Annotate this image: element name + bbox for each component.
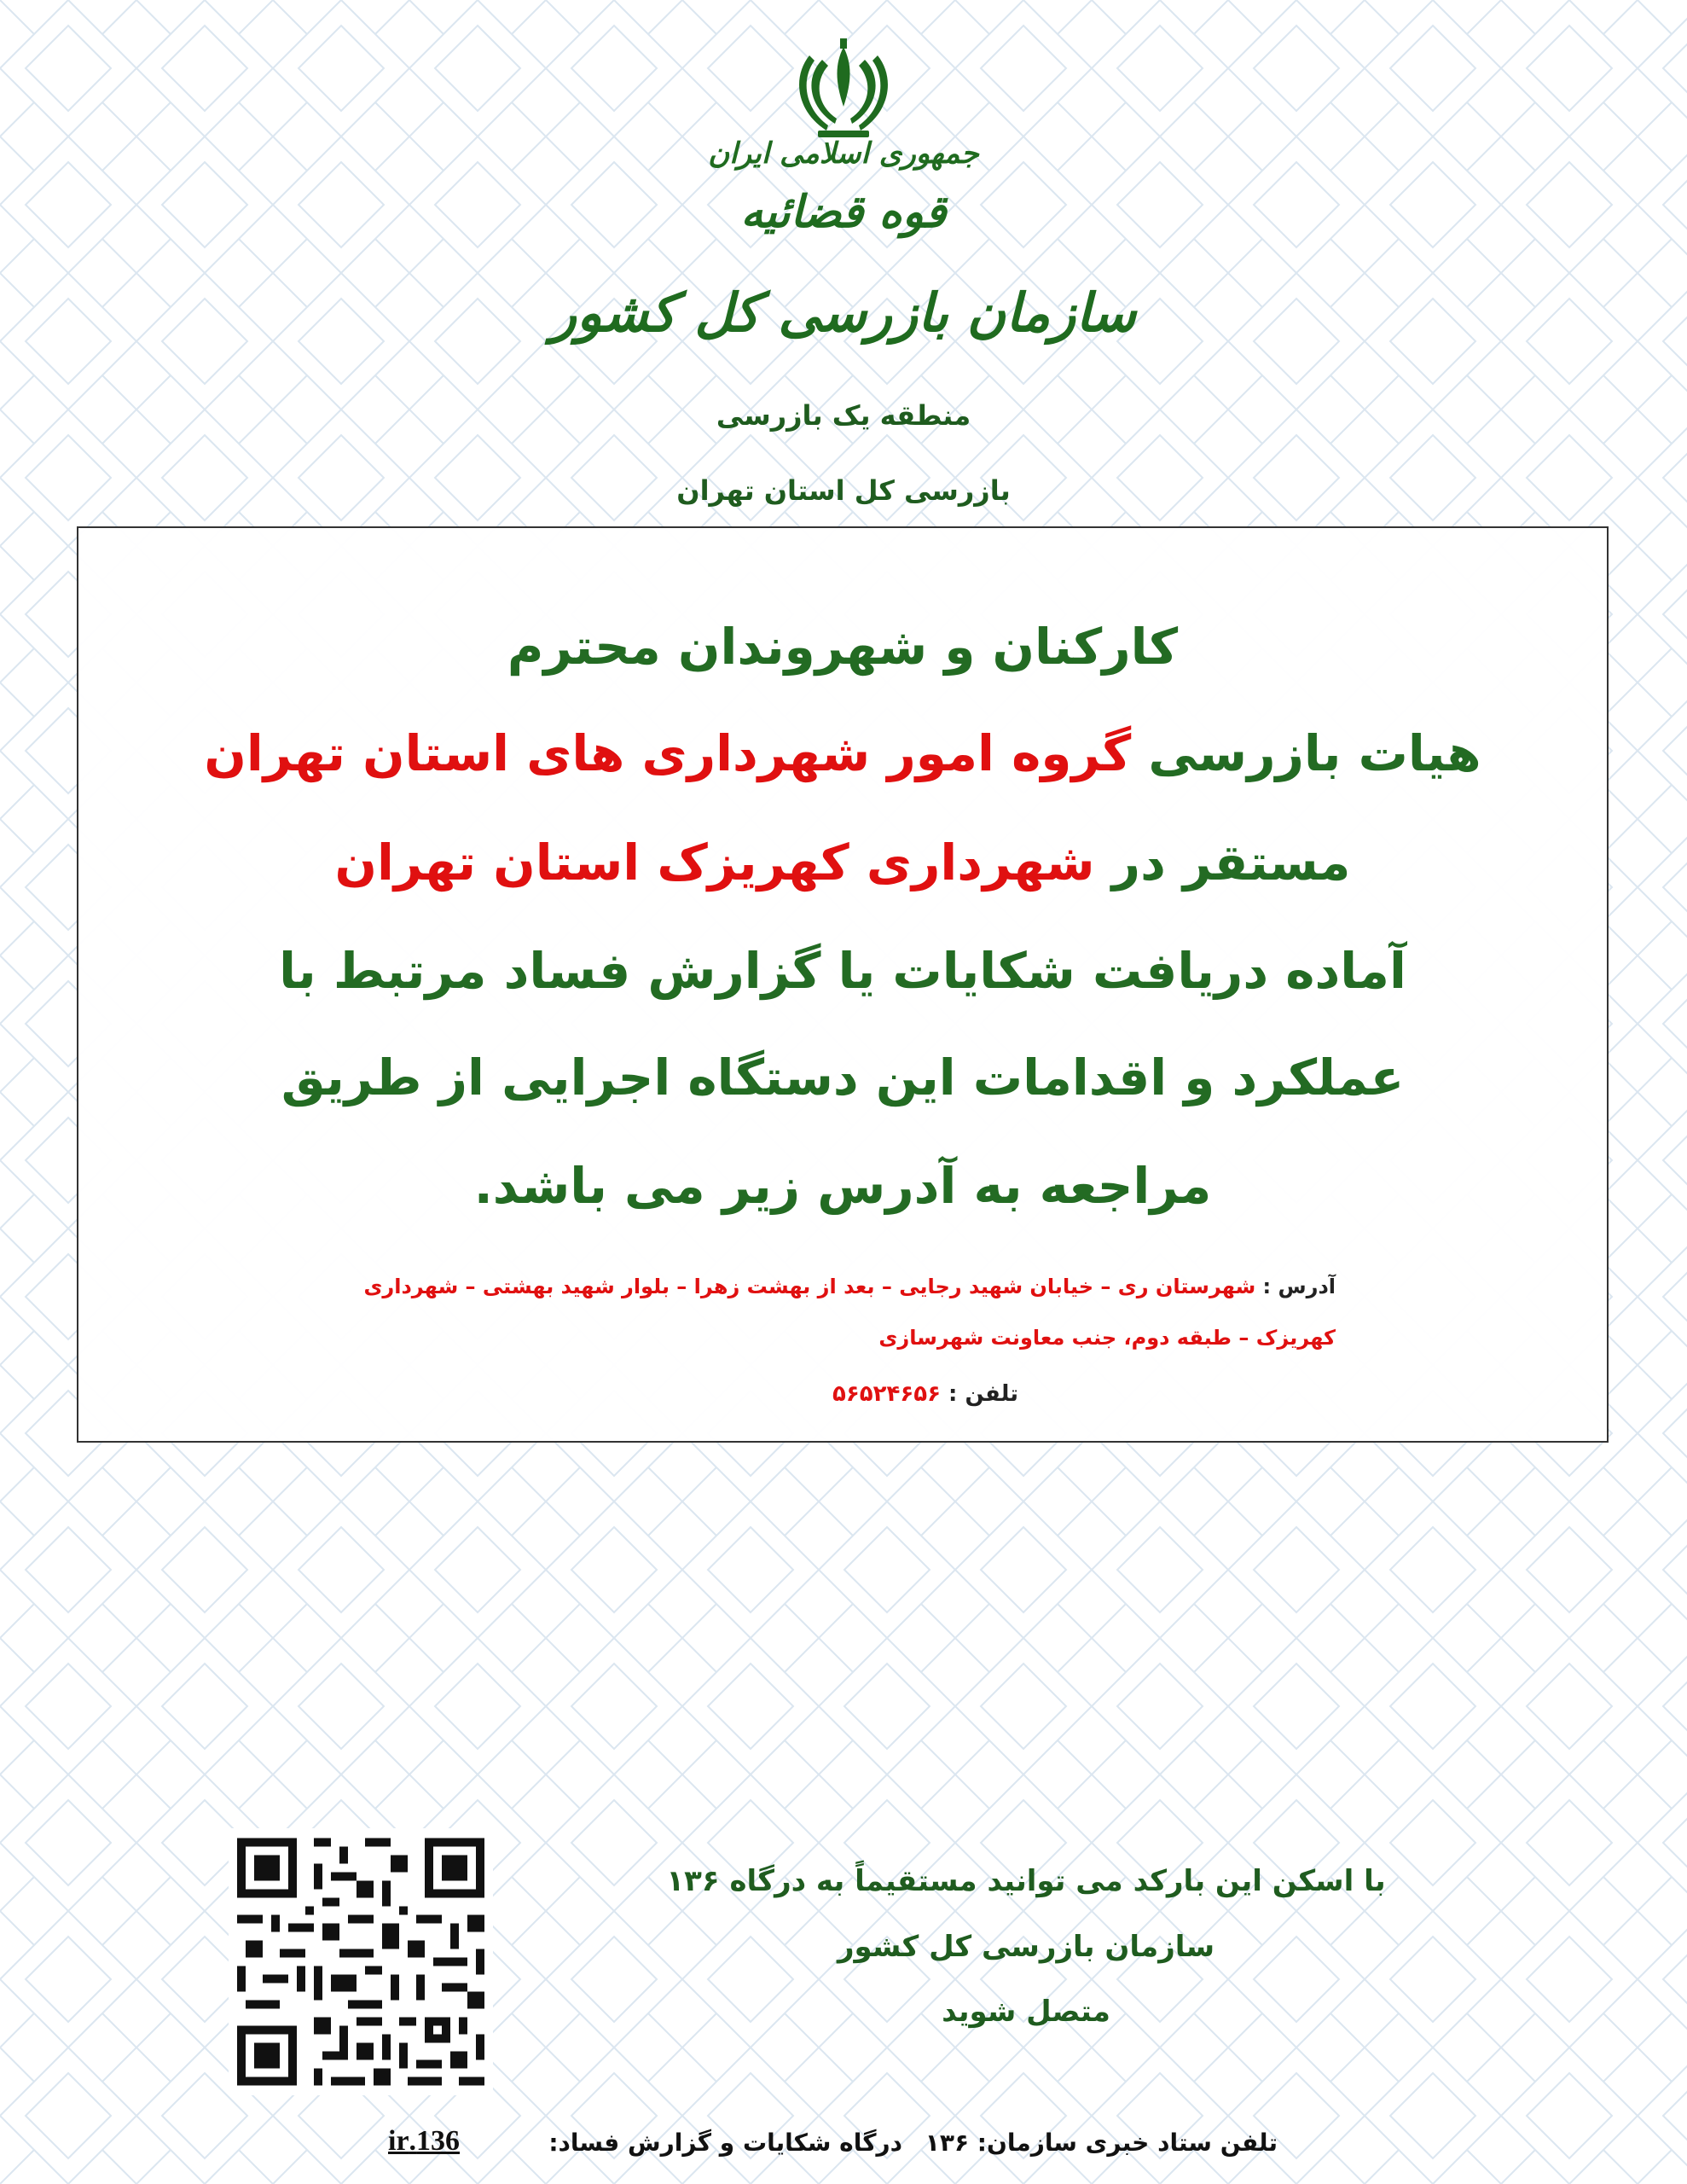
notice-line-3 [96, 834, 1590, 892]
iran-emblem-icon [784, 38, 903, 141]
footer-news-phone: تلفن ستاد خبری سازمان: ۱۳۶ [925, 2129, 1278, 2157]
qr-caption-1: با اسکن این بارکد می توانید مستقیماً به درگاه ۱۳۶ [666, 1864, 1386, 1898]
qr-caption-2: سازمان بازرسی کل کشور [837, 1930, 1215, 1964]
notice-line-6: مراجعه به آدرس زیر می باشد. [473, 1157, 1212, 1215]
province-title: بازرسی کل استان تهران [676, 474, 1011, 507]
address-label: آدرس : [1255, 1275, 1336, 1298]
header-calligraphy-republic: جمهوری اسلامی ایران [708, 136, 979, 171]
notice-line-3-highlight: شهرداری کهریزک استان تهران [334, 834, 1095, 892]
notice-line-2 [96, 724, 1590, 782]
address-value-2: کهریزک – طبقه دوم، جنب معاونت شهرسازی [878, 1326, 1336, 1350]
phone-label: تلفن : [941, 1381, 1018, 1407]
address-line-2 [227, 1321, 1336, 1354]
footer-portal-label: درگاه شکایات و گزارش فساد: [548, 2129, 902, 2157]
header-calligraphy-judiciary: قوه قضائیه [740, 186, 947, 238]
notice-line-2-start: هیات بازرسی [1131, 724, 1481, 782]
phone [832, 1381, 1018, 1407]
header-calligraphy-organization: سازمان بازرسی کل کشور [550, 282, 1137, 344]
notice-line-4: آماده دریافت شکایات یا گزارش فساد مرتبط با [279, 942, 1406, 1000]
address-line-1 [227, 1270, 1336, 1303]
notice-box [77, 526, 1609, 1443]
footer-portal-link[interactable]: 136.ir [388, 2125, 461, 2157]
region-title: منطقه یک بازرسی [716, 399, 971, 432]
notice-line-3-start: مستقر در [1094, 834, 1351, 892]
address-value-1: شهرستان ری – خیابان شهید رجایی – بعد از بهشت زهرا – بلوار شهید بهشتی – شهرداری [363, 1275, 1256, 1298]
notice-line-1: کارکنان و شهروندان محترم [507, 618, 1179, 676]
notice-line-2-highlight: گروه امور شهرداری های استان تهران [204, 724, 1132, 782]
notice-line-5: عملکرد و اقدامات این دستگاه اجرایی از طریق [281, 1048, 1405, 1107]
qr-code-icon[interactable] [229, 1828, 493, 2095]
qr-caption-3: متصل شوید [942, 1995, 1110, 2029]
phone-value: ۵۶۵۲۴۶۵۶ [832, 1381, 941, 1407]
